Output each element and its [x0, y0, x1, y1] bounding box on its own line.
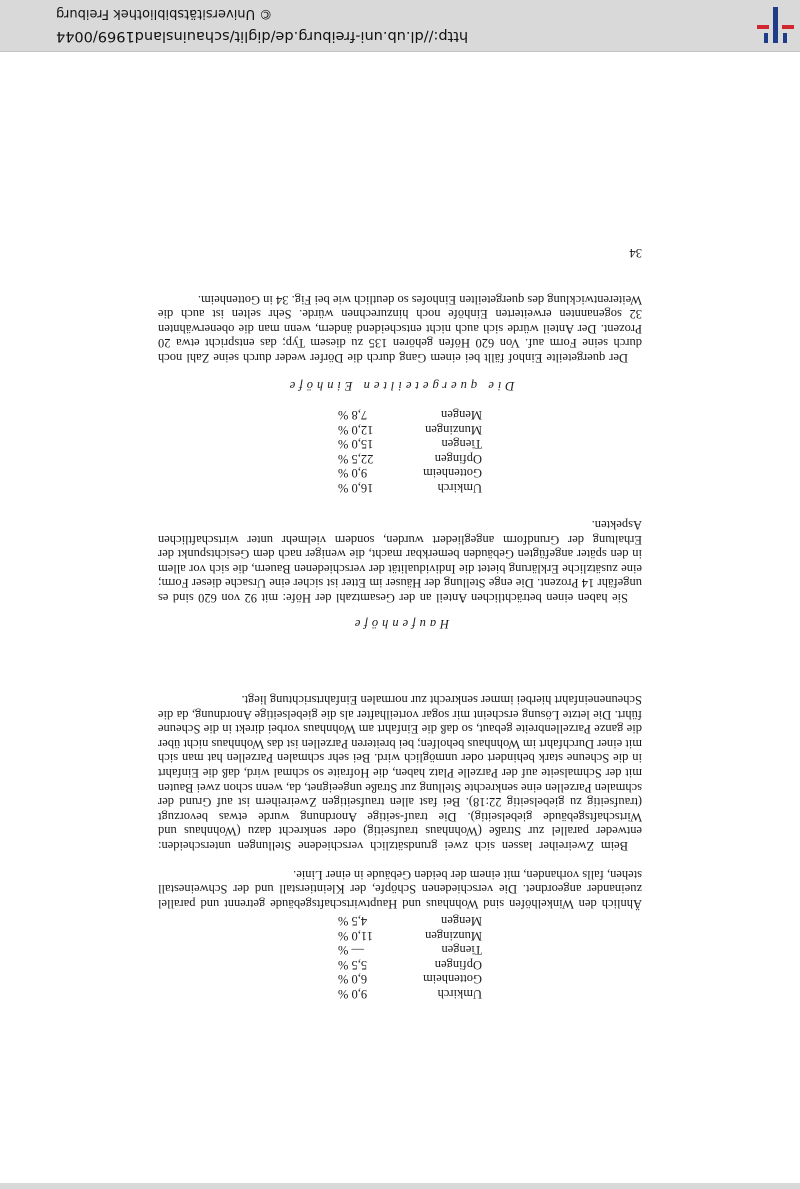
village-name: Umkirch	[437, 987, 482, 1001]
percentage-value: — %	[338, 943, 365, 958]
heading-haufenhoefe: Haufenhöfe	[350, 617, 450, 631]
percentage-value: 5,5 %	[338, 957, 368, 972]
page-number: 34	[629, 246, 642, 260]
percentage-value: 12,0 %	[338, 422, 374, 437]
village-name: Opfingen	[434, 451, 482, 466]
percentage-value: 7,8 %	[338, 408, 368, 423]
table-row	[338, 928, 482, 943]
table-row	[338, 422, 482, 437]
table-row	[338, 957, 482, 972]
table-row	[338, 943, 482, 958]
village-name: Tiengen	[441, 437, 482, 452]
source-url-link[interactable]: http://dl.ub.uni-freiburg.de/diglit/schauinsland1969/0044	[56, 28, 469, 44]
village-name: Munzingen	[425, 928, 482, 943]
percentage-value: 4,5 %	[338, 914, 368, 929]
table-row	[338, 407, 482, 422]
village-name: Munzingen	[425, 422, 482, 437]
percentage-value: 16,0 %	[338, 481, 374, 495]
table-row	[338, 972, 482, 987]
statistics-table-1	[338, 913, 482, 1001]
footer-band	[0, 0, 800, 52]
village-name: Gottenheim	[422, 466, 482, 481]
table-row	[338, 466, 482, 481]
percentage-value: 9,0 %	[338, 466, 368, 481]
percentage-value: 15,0 %	[338, 437, 374, 452]
village-name: Tiengen	[441, 943, 482, 958]
copyright-notice: © Universitätsbibliothek Freiburg	[56, 6, 273, 21]
table-row	[338, 986, 482, 1001]
table-row	[338, 913, 482, 928]
percentage-value: 22,5 %	[338, 451, 374, 466]
percentage-value: 6,0 %	[338, 972, 368, 987]
table-row	[338, 451, 482, 466]
heading-quergeteilte-einhoefe: Die quergeteilten Einhöfe	[285, 379, 515, 393]
village-name: Opfingen	[434, 957, 482, 972]
village-name: Mengen	[441, 408, 482, 423]
statistics-table-2	[338, 407, 482, 495]
table-row	[338, 480, 482, 495]
paragraph-4: Der quergeteilte Einhof fällt bei einem Gang durch die Dörfer weder durch seine Zahl noch durch seine Form auf. Von 620 Höfen gehören 135 zu diesem Typ; das entspricht etwa 20 Prozent. Der Anteil würde sich auch nicht entscheidend ändern, wenn man die obenerwähnten 32 sogenannten erweiterten Einhöfe noch hinzurechnen würde. Sehr selten ist auch die Weiterentwicklung des quergeteilten Einhofes so deutlich wie bei Fig. 34 in Gottenheim.	[158, 292, 642, 365]
village-name: Gottenheim	[422, 972, 482, 987]
percentage-value: 11,0 %	[338, 928, 373, 943]
table-row	[338, 437, 482, 452]
paragraph-1: Ähnlich den Winkelhöfen sind Wohnhaus und Hauptwirtschaftsgebäude getrennt und parallel zueinander angeordnet. Die verschiedenen Schöpfe, der Kleintierstall und der Schweinestall stehen, falls vorhanden, mit einem der beiden Gebäude in einer Linie.	[158, 867, 642, 911]
paragraph-2: Beim Zweireiher lassen sich zwei grundsätzlich verschiedene Stellungen unterscheiden: entweder parallel zur Straße (Wohnhaus traufseitig) oder senkrecht dazu (Wohnhaus und Wirtschaftsgebäude giebelseitig). Die trauf-seitige Anordnung wurde etwas bevorzugt (traufseitig zu giebelseitig 22:18). Bei fast allen traufseitigen Zweireihern ist auf Grund der schmalen Parzellen eine senkrechte Stellung zur Straße ungeeignet, da, wenn schon zwei Bauten mit der Schmalseite auf der Parzelle Platz haben, die Hofraite so schmal wird, daß die Einfahrt in die Scheune stark behindert oder unmöglich wird. Bei sehr schmalen Parzellen hat man sich mit einer Durchfahrt im Wohnhaus beholfen; bei breiteren Parzellen ist das Wohnhaus nicht über die ganze Parzellenbreite gebaut, so daß die Einfahrt am Wohnhaus vorbei direkt in die Scheune führt. Die letzte Lösung erscheint mir sogar vorteilhafter als die giebelseitige Anordnung, da die Scheuneneinfahrt hierbei immer senkrecht zur normalen Einfahrtsrichtung liegt.	[158, 693, 642, 853]
percentage-value: 9,0 %	[338, 987, 368, 1001]
village-name: Mengen	[441, 914, 482, 929]
page-edge-strip	[0, 1183, 800, 1189]
paragraph-3: Sie haben einen beträchtlichen Anteil an der Gesamtzahl der Höfe: mit 92 von 620 sind es ungefähr 14 Prozent. Die enge Stellung der Häuser im Etter ist sicher eine Ursache dieser Form; eine zusätzliche Erklärung bietet die Individualität der verschiedenen Bauern, die sich vor allem in den später angefügten Gebäuden bemerkbar macht, die weniger nach dem Gesichtspunkt der Erhaltung der Grundform angegliedert wurden, sondern vielmehr unter wirtschaftlichen Aspekten.	[158, 518, 642, 605]
village-name: Umkirch	[437, 481, 482, 495]
